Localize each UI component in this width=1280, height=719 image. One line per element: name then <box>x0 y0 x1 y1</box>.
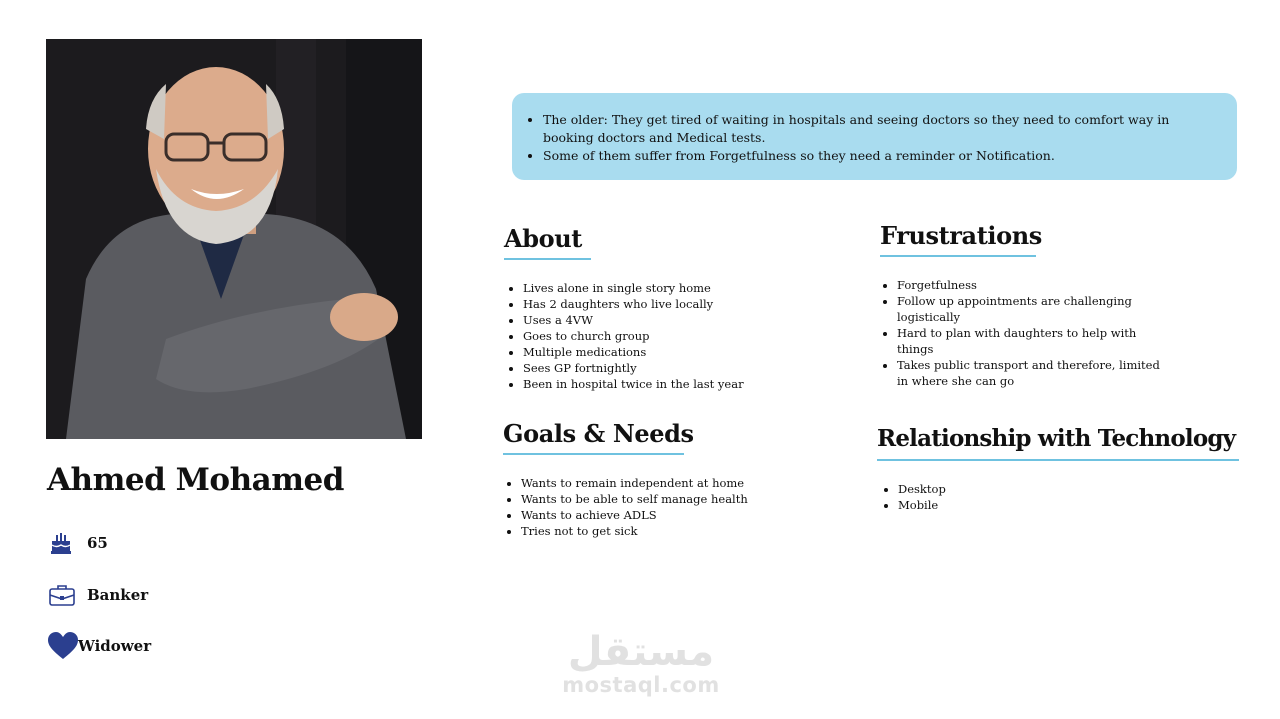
callout-item: • The older: They get tired of waiting in hospitals and seeing doctors so they need to comfort way in booking doctors and Medical tests. <box>543 111 1207 147</box>
goals-heading: Goals & Needs <box>503 419 694 448</box>
insight-callout <box>512 93 1237 180</box>
list-item: • Goes to church group <box>523 328 744 344</box>
list-item: • Mobile <box>898 497 946 513</box>
list-item: • Wants to be able to self manage health <box>521 491 748 507</box>
watermark-arabic: مستقل <box>567 629 715 675</box>
heart-icon <box>48 633 78 659</box>
frustrations-underline <box>880 255 1036 257</box>
list-item: • Sees GP fortnightly <box>523 360 744 376</box>
birthday-cake-icon <box>48 530 78 556</box>
persona-name: Ahmed Mohamed <box>47 462 344 498</box>
occupation-row <box>48 582 148 608</box>
watermark <box>561 630 721 696</box>
occupation-value: Banker <box>87 586 149 604</box>
callout-item: • Some of them suffer from Forgetfulness so they need a reminder or Notification. <box>543 147 1207 165</box>
frustrations-heading: Frustrations <box>880 221 1042 250</box>
marital-status-value: Widower <box>78 637 152 655</box>
list-item: • Desktop <box>898 481 946 497</box>
goals-list <box>503 475 748 539</box>
technology-underline <box>877 459 1239 461</box>
persona-photo <box>46 39 422 439</box>
technology-heading: Relationship with Technology <box>877 425 1236 452</box>
list-item: • Uses a 4VW <box>523 312 744 328</box>
list-item: • Tries not to get sick <box>521 523 748 539</box>
age-value: 65 <box>87 534 108 552</box>
list-item: • Been in hospital twice in the last year <box>523 376 744 392</box>
marital-status-row <box>48 633 151 659</box>
about-heading: About <box>504 224 582 253</box>
list-item: • Lives alone in single story home <box>523 280 744 296</box>
person-photo-icon <box>46 39 422 439</box>
age-row <box>48 530 108 556</box>
list-item: • Takes public transport and therefore, limited in where she can go <box>897 357 1167 389</box>
goals-underline <box>503 453 684 455</box>
watermark-latin: mostaql.com <box>562 673 720 697</box>
list-item: • Wants to achieve ADLS <box>521 507 748 523</box>
about-list <box>505 280 744 392</box>
frustrations-list <box>879 277 1167 389</box>
list-item: • Has 2 daughters who live locally <box>523 296 744 312</box>
about-underline <box>504 258 591 260</box>
list-item: • Follow up appointments are challenging logistically <box>897 293 1167 325</box>
technology-list <box>880 481 946 513</box>
list-item: • Forgetfulness <box>897 277 1167 293</box>
list-item: • Multiple medications <box>523 344 744 360</box>
list-item: • Wants to remain independent at home <box>521 475 748 491</box>
briefcase-icon <box>48 582 78 608</box>
list-item: • Hard to plan with daughters to help with things <box>897 325 1167 357</box>
